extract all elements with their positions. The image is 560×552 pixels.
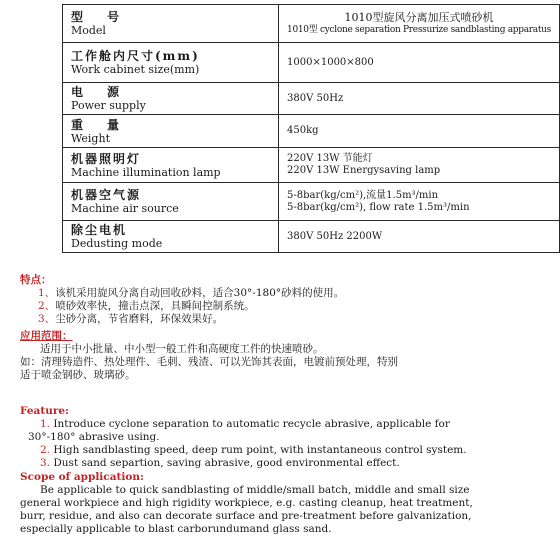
spec-label-en: Power supply [71, 99, 146, 112]
feature-number: 1、 [38, 287, 56, 299]
spec-label-en: Machine air source [71, 202, 179, 215]
spec-label [63, 5, 279, 43]
spec-table [62, 4, 560, 253]
spec-label [63, 183, 279, 221]
features-en [20, 405, 540, 470]
spec-value-line: 1000×1000×800 [287, 56, 374, 68]
feature-item [20, 313, 540, 326]
scope-zh [20, 330, 540, 382]
spec-value-line: 380V 50Hz [287, 92, 344, 104]
spec-label-en: Weight [71, 131, 110, 145]
spec-value-line: 1010型 cyclone separation Pressurize sandblasting apparatus [287, 24, 551, 35]
spec-label-zh: 型 号 [71, 10, 126, 24]
spec-value-line: 5-8bar(kg/cm²),流量1.5m³/min [287, 189, 439, 201]
feature-number: 1. [40, 418, 51, 430]
feature-text: 尘砂分离，节省磨料，环保效果好。 [55, 313, 224, 325]
spec-row-model [63, 5, 560, 43]
spec-value-line: 5-8bar(kg/cm²), flow rate 1.5m³/min [287, 201, 470, 213]
spec-value [279, 5, 560, 43]
features-en-heading: Feature: [20, 405, 69, 417]
spec-row-illumination-lamp [63, 148, 560, 183]
spec-value [279, 83, 560, 115]
spec-value [279, 183, 560, 221]
spec-label-en: Dedusting mode [71, 237, 163, 250]
scope-en-line: burr, residue, and also can decorate surface and pre-treatment before galvanization, [20, 510, 472, 522]
feature-number: 2. [40, 444, 51, 456]
feature-text: 该机采用旋风分离自动回收砂料，适合30°-180°砂料的使用。 [55, 287, 345, 299]
spec-row-air-source [63, 183, 560, 221]
feature-text: 喷砂效率快，撞击点深，具瞬间控制系统。 [55, 300, 255, 312]
spec-value [279, 43, 560, 83]
scope-en [20, 471, 540, 536]
feature-item [20, 457, 540, 470]
spec-row-cabinet-size [63, 43, 560, 83]
scope-en-line: especially applicable to blast carborundumand glass sand. [20, 523, 332, 535]
spec-label-zh: 重 量 [71, 117, 126, 132]
spec-label-zh: 工作舱内尺寸(mm) [71, 49, 200, 63]
spec-label [63, 148, 279, 183]
spec-label-zh: 机器照明灯 [71, 151, 142, 166]
spec-value [279, 221, 560, 253]
spec-value [279, 148, 560, 183]
scope-zh-line: 适用于中小批量、中小型一般工件和高硬度工件的快速喷砂。 [40, 343, 324, 355]
spec-label [63, 43, 279, 83]
spec-label-zh: 电 源 [71, 85, 126, 99]
spec-value [279, 115, 560, 148]
spec-row-dedusting [63, 221, 560, 253]
spec-label-en: Model [71, 24, 106, 37]
scope-zh-heading: 应用范围： [20, 330, 73, 342]
spec-row-weight [63, 115, 560, 148]
feature-item [20, 300, 540, 313]
feature-item [20, 418, 540, 431]
feature-item [20, 444, 540, 457]
spec-label-zh: 机器空气源 [71, 188, 142, 202]
feature-number: 3. [40, 457, 51, 469]
spec-value-line: 220V 13W 节能灯 [287, 153, 373, 164]
feature-item [20, 287, 540, 300]
feature-text: High sandblasting speed, deep rum point, with instantaneous control system. [53, 444, 467, 456]
feature-text: Introduce cyclone separation to automatic recycle abrasive, applicable for [53, 418, 450, 430]
scope-en-line: Be applicable to quick sandblasting of middle/small batch, middle and small size [40, 484, 470, 496]
spec-label-en: Machine illumination lamp [71, 165, 221, 179]
spec-label [63, 221, 279, 253]
spec-label-zh: 除尘电机 [71, 223, 128, 237]
feature-number: 2、 [38, 300, 56, 312]
spec-label [63, 115, 279, 148]
spec-value-line: 380V 50Hz 2200W [287, 230, 383, 242]
spec-value-line: 220V 13W Energysaving lamp [287, 165, 441, 176]
scope-en-heading: Scope of application: [20, 471, 144, 483]
feature-text: Dust sand separtion, saving abrasive, good environmental effect. [53, 457, 400, 469]
feature-number: 3、 [38, 313, 56, 325]
scope-zh-line: 如：清理铸造件、热处理件、毛刺、残渣、可以光饰其表面，电镀前预处理，特别 [20, 356, 398, 368]
spec-value-line: 1010型旋风分离加压式喷砂机 [344, 10, 494, 24]
scope-en-line: general workpiece and high rigidity workpiece, e.g. casting cleanup, heat treatment, [20, 497, 473, 509]
scope-zh-line: 适于喷金钢砂、玻璃砂。 [20, 369, 136, 381]
spec-row-power-supply [63, 83, 560, 115]
feature-text-cont: 30°-180° abrasive using. [28, 431, 160, 443]
spec-label [63, 83, 279, 115]
spec-label-en: Work cabinet size(mm) [71, 63, 200, 76]
spec-value-line: 450kg [287, 125, 319, 136]
features-zh-heading: 特点： [20, 274, 52, 286]
features-zh [20, 274, 540, 326]
